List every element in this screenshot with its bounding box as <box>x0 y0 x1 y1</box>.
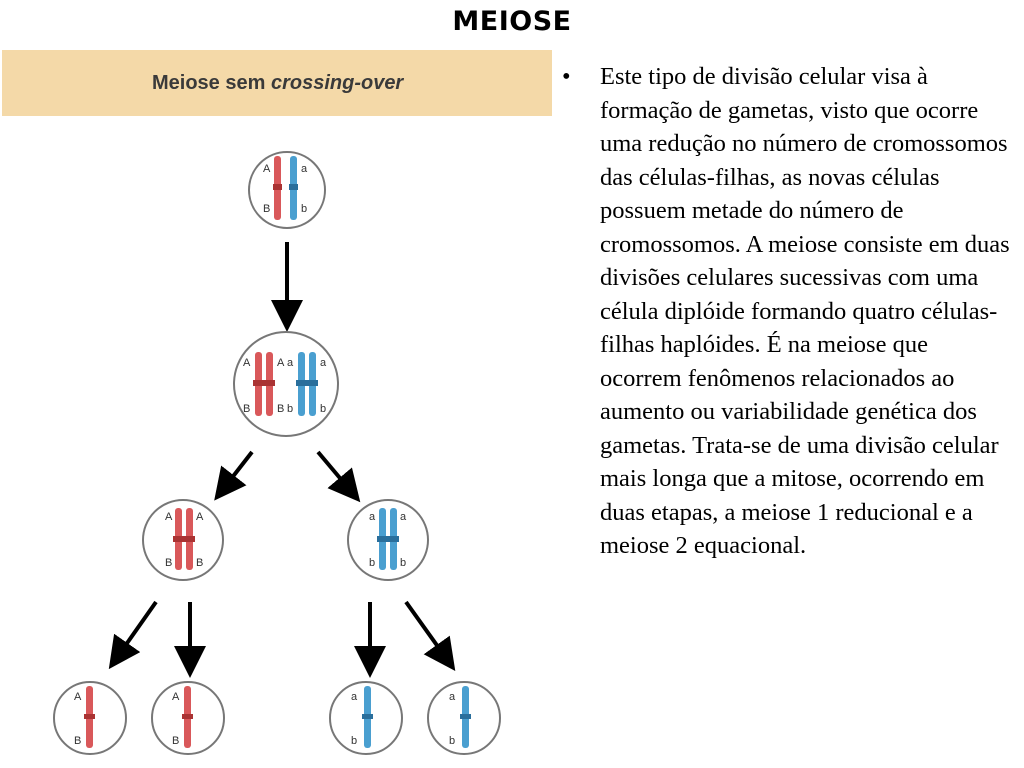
description-text: Este tipo de divisão celular visa à formação de gametas, visto que ocorre uma redução no número de cromossomos das células-filhas, as novas células possuem metade do número de cromossomos. A meiose consiste em duas divisões celulares sucessivas com uma célula diplóide formando quatro células-filhas haplóides. É na meiose que ocorrem fenômenos relacionados ao aumento ou variabilidade genética dos gametas. Trata-se de uma divisão celular mais longa que a mitose, ocorrendo em duas etapas, a meiose 1 reducional e a meiose 2 equacional. <box>600 63 1010 559</box>
allele-label: a <box>369 511 376 523</box>
allele-label: a <box>287 357 294 369</box>
allele-label: A <box>172 691 180 703</box>
allele-label: B <box>263 203 271 215</box>
allele-label: B <box>172 735 180 747</box>
allele-label: B <box>277 403 285 415</box>
allele-label: A <box>165 511 173 523</box>
allele-label: B <box>74 735 82 747</box>
allele-label: b <box>449 735 456 747</box>
bullet-marker: • <box>562 63 571 90</box>
allele-label: a <box>449 691 456 703</box>
allele-label: A <box>263 163 271 175</box>
allele-label: b <box>400 557 407 569</box>
gamete-cell <box>54 682 126 754</box>
allele-label: B <box>196 557 204 569</box>
allele-label: A <box>74 691 82 703</box>
figure-banner-label: Meiose sem crossing-over <box>152 72 404 94</box>
allele-label: b <box>301 203 308 215</box>
replicated-cell <box>234 332 338 436</box>
allele-label: B <box>243 403 251 415</box>
arrow-down-right-icon <box>406 602 446 658</box>
gamete-cell <box>428 682 500 754</box>
arrow-down-left-icon <box>224 452 252 488</box>
gamete-cell <box>330 682 402 754</box>
allele-label: B <box>165 557 173 569</box>
arrow-down-right-icon <box>318 452 350 490</box>
meiosis1-cell-right <box>348 500 428 580</box>
allele-label: A <box>196 511 204 523</box>
meiosis-figure <box>0 46 553 768</box>
allele-label: b <box>351 735 358 747</box>
allele-label: a <box>400 511 407 523</box>
meiosis-diagram <box>0 46 553 768</box>
allele-label: b <box>287 403 294 415</box>
allele-label: a <box>320 357 327 369</box>
allele-label: A <box>277 357 285 369</box>
allele-label: a <box>351 691 358 703</box>
slide-title: MEIOSE <box>452 6 572 37</box>
gamete-cell <box>152 682 224 754</box>
parent-cell <box>249 152 325 228</box>
allele-label: b <box>320 403 327 415</box>
meiosis1-cell-left <box>143 500 223 580</box>
allele-label: a <box>301 163 308 175</box>
arrow-down-left-icon <box>118 602 156 656</box>
allele-label: A <box>243 357 251 369</box>
allele-label: b <box>369 557 376 569</box>
